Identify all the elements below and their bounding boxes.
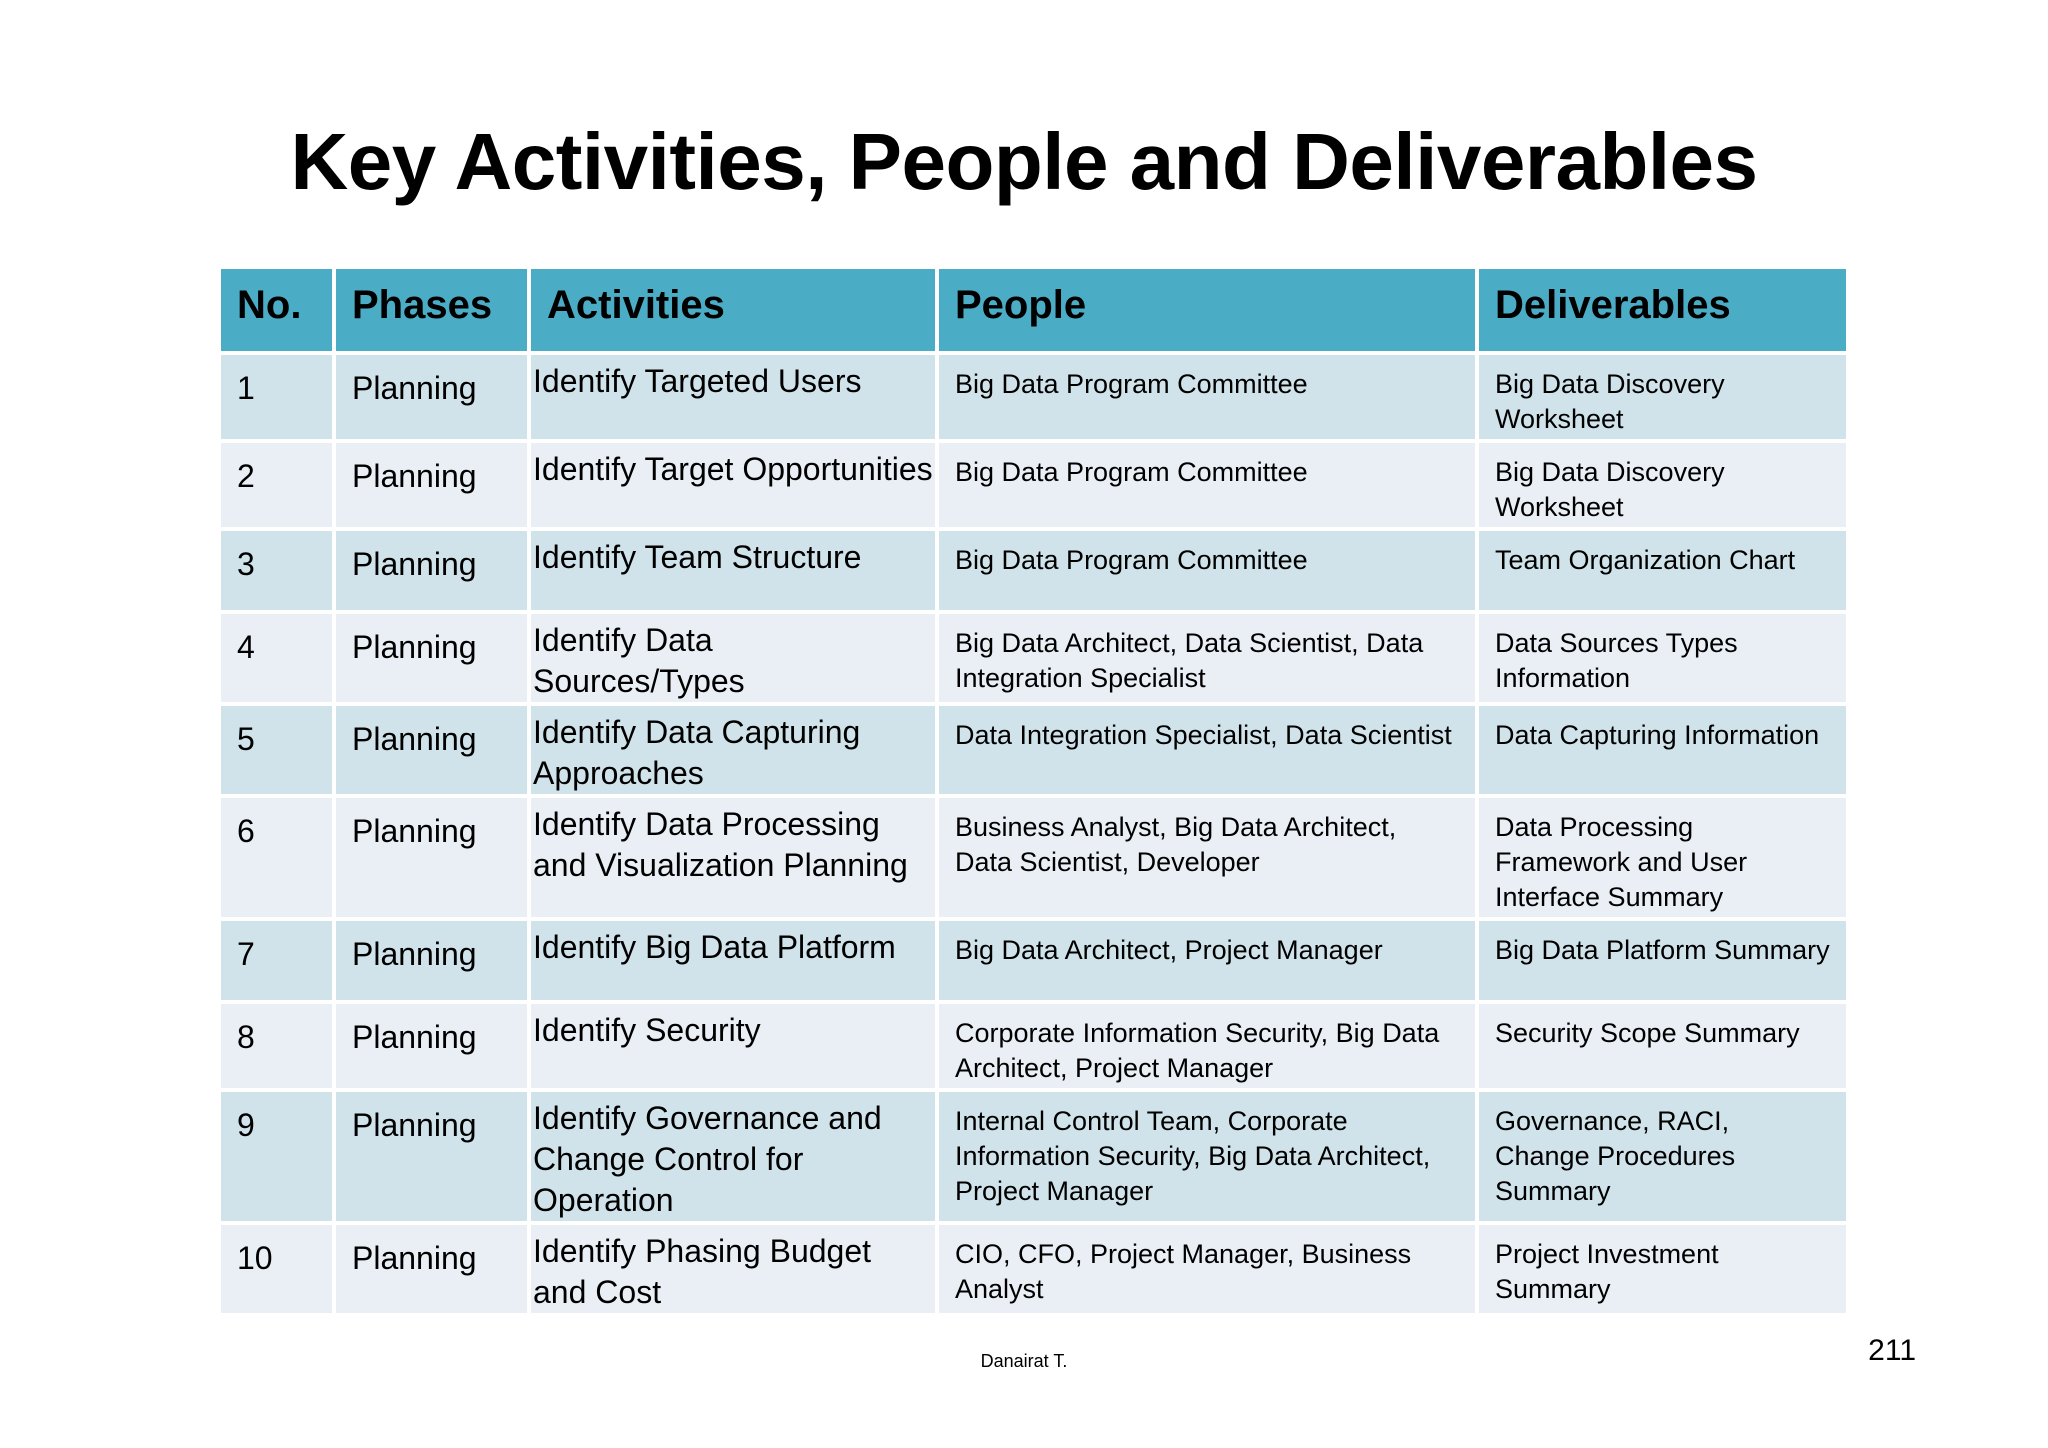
- header-people: People: [937, 267, 1477, 353]
- cell-phase: Planning: [334, 353, 529, 441]
- cell-deliverable: Team Organization Chart: [1477, 529, 1848, 612]
- table-row: [219, 441, 1848, 529]
- table-row: [219, 796, 1848, 919]
- cell-no: 8: [219, 1002, 334, 1090]
- cell-people: Data Integration Specialist, Data Scientist: [937, 704, 1477, 796]
- cell-phase: Planning: [334, 1090, 529, 1223]
- table-header-row: [219, 267, 1848, 353]
- cell-no: 7: [219, 919, 334, 1002]
- cell-people: Internal Control Team, Corporate Information Security, Big Data Architect, Project Manager: [937, 1090, 1477, 1223]
- cell-activity: Identify Team Structure: [529, 529, 937, 612]
- cell-no: 1: [219, 353, 334, 441]
- cell-people: Business Analyst, Big Data Architect, Data Scientist, Developer: [937, 796, 1477, 919]
- header-no: No.: [219, 267, 334, 353]
- table-row: [219, 919, 1848, 1002]
- table-row: [219, 1223, 1848, 1315]
- cell-no: 5: [219, 704, 334, 796]
- cell-activity: Identify Data Capturing Approaches: [529, 704, 937, 796]
- cell-phase: Planning: [334, 612, 529, 704]
- page-number: 211: [1868, 1334, 1916, 1367]
- cell-people: Corporate Information Security, Big Data Architect, Project Manager: [937, 1002, 1477, 1090]
- cell-activity: Identify Target Opportunities: [529, 441, 937, 529]
- cell-activity: Identify Governance and Change Control for Operation: [529, 1090, 937, 1223]
- cell-deliverable: Governance, RACI, Change Procedures Summary: [1477, 1090, 1848, 1223]
- cell-people: CIO, CFO, Project Manager, Business Analyst: [937, 1223, 1477, 1315]
- header-phases: Phases: [334, 267, 529, 353]
- cell-no: 4: [219, 612, 334, 704]
- cell-deliverable: Big Data Discovery Worksheet: [1477, 441, 1848, 529]
- cell-deliverable: Data Sources Types Information: [1477, 612, 1848, 704]
- cell-no: 10: [219, 1223, 334, 1315]
- cell-deliverable: Data Capturing Information: [1477, 704, 1848, 796]
- activities-table: [217, 265, 1850, 1317]
- table-row: [219, 704, 1848, 796]
- table-row: [219, 353, 1848, 441]
- table-row: [219, 529, 1848, 612]
- cell-activity: Identify Data Sources/Types: [529, 612, 937, 704]
- cell-people: Big Data Architect, Project Manager: [937, 919, 1477, 1002]
- cell-people: Big Data Program Committee: [937, 529, 1477, 612]
- cell-phase: Planning: [334, 704, 529, 796]
- cell-no: 2: [219, 441, 334, 529]
- cell-activity: Identify Security: [529, 1002, 937, 1090]
- cell-activity: Identify Phasing Budget and Cost: [529, 1223, 937, 1315]
- cell-activity: Identify Big Data Platform: [529, 919, 937, 1002]
- cell-deliverable: Security Scope Summary: [1477, 1002, 1848, 1090]
- cell-phase: Planning: [334, 796, 529, 919]
- cell-people: Big Data Program Committee: [937, 353, 1477, 441]
- cell-activity: Identify Data Processing and Visualization Planning: [529, 796, 937, 919]
- table-row: [219, 612, 1848, 704]
- cell-deliverable: Data Processing Framework and User Interface Summary: [1477, 796, 1848, 919]
- slide-title: Key Activities, People and Deliverables: [290, 117, 1758, 206]
- table-row: [219, 1002, 1848, 1090]
- cell-phase: Planning: [334, 1223, 529, 1315]
- cell-phase: Planning: [334, 441, 529, 529]
- cell-no: 6: [219, 796, 334, 919]
- cell-no: 9: [219, 1090, 334, 1223]
- cell-deliverable: Big Data Discovery Worksheet: [1477, 353, 1848, 441]
- cell-phase: Planning: [334, 919, 529, 1002]
- cell-no: 3: [219, 529, 334, 612]
- cell-people: Big Data Program Committee: [937, 441, 1477, 529]
- cell-people: Big Data Architect, Data Scientist, Data Integration Specialist: [937, 612, 1477, 704]
- cell-activity: Identify Targeted Users: [529, 353, 937, 441]
- cell-phase: Planning: [334, 1002, 529, 1090]
- table-row: [219, 1090, 1848, 1223]
- cell-deliverable: Big Data Platform Summary: [1477, 919, 1848, 1002]
- cell-phase: Planning: [334, 529, 529, 612]
- cell-deliverable: Project Investment Summary: [1477, 1223, 1848, 1315]
- footer-author: Danairat T.: [980, 1351, 1068, 1371]
- header-deliverables: Deliverables: [1477, 267, 1848, 353]
- header-activities: Activities: [529, 267, 937, 353]
